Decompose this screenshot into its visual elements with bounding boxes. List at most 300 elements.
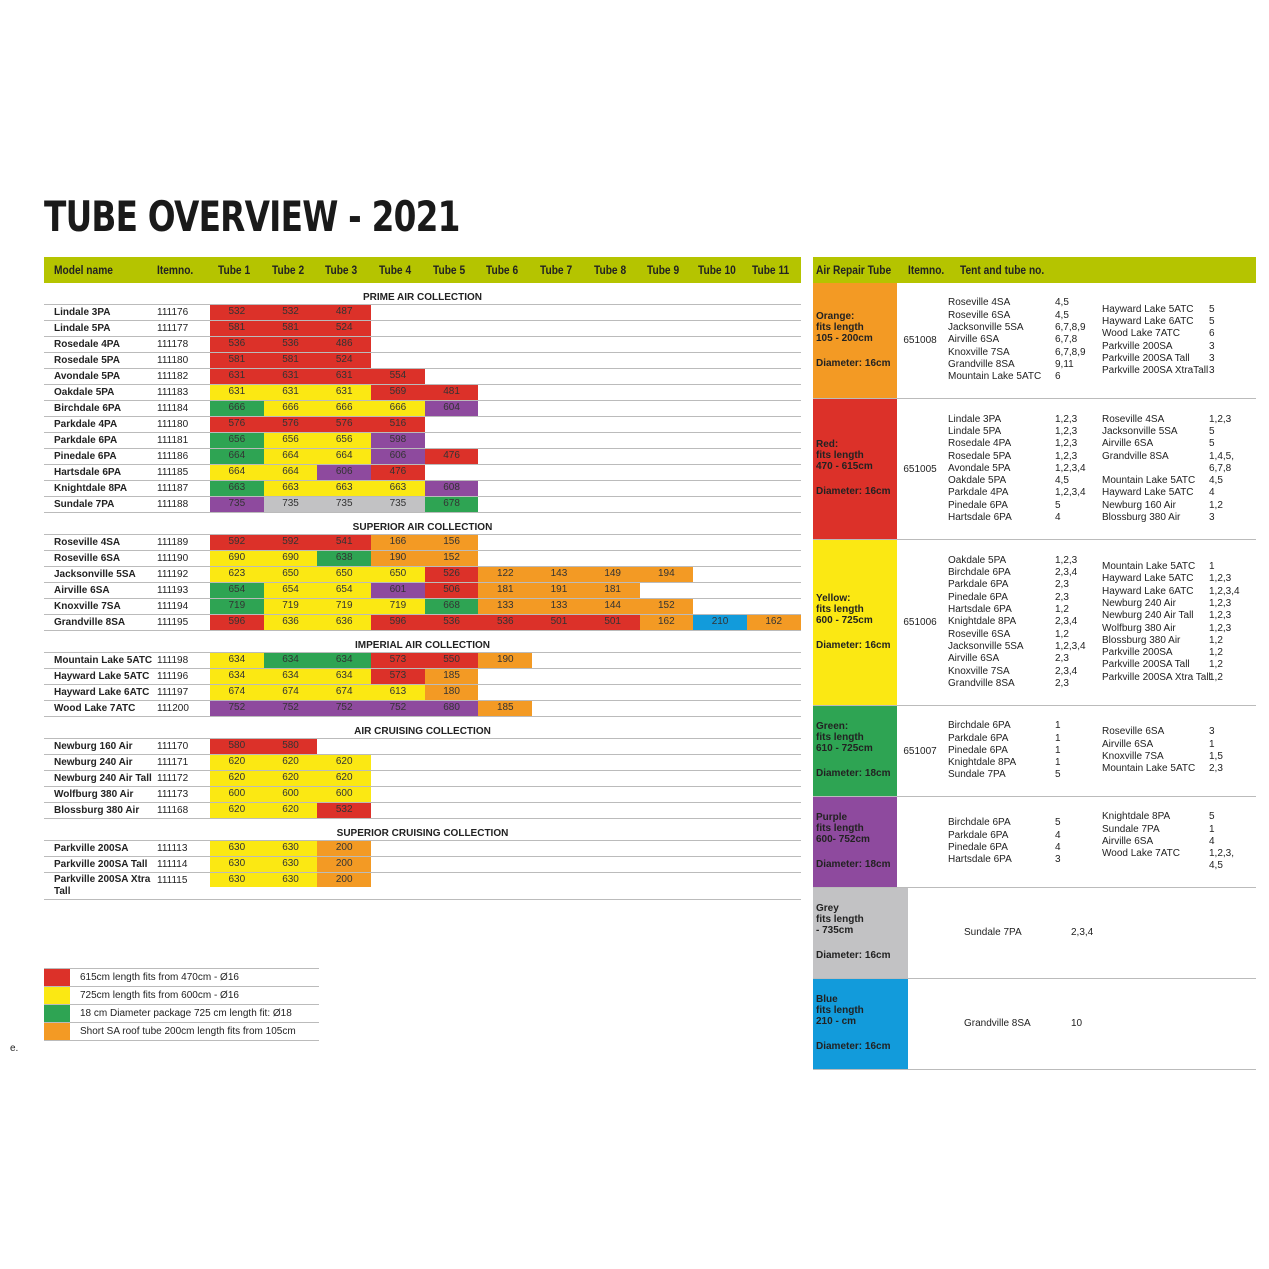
collection-title: SUPERIOR CRUISING COLLECTION <box>336 828 509 839</box>
tube-cell: 719 <box>371 599 425 614</box>
item-number: 111188 <box>157 499 189 510</box>
tent-entry <box>948 512 1102 524</box>
tent-name: Roseville 6SA <box>948 628 1011 640</box>
tube-cell: 666 <box>264 401 318 416</box>
tent-name: Airville 6SA <box>1102 438 1154 450</box>
tube-cell: 654 <box>317 583 371 598</box>
color-label-line: 600 - 725cm <box>816 614 873 626</box>
tent-entry <box>948 297 1102 309</box>
table-row <box>44 872 801 900</box>
column-header-label: Tube 9 <box>647 263 680 277</box>
tube-cell: 634 <box>210 653 264 668</box>
model-name: Parkville 200SA <box>54 843 129 854</box>
tent-entry <box>948 629 1102 641</box>
table-row <box>44 304 801 320</box>
tube-cell: 650 <box>317 567 371 582</box>
model-name: Mountain Lake 5ATC <box>54 655 153 666</box>
tube-cell: 133 <box>478 599 532 614</box>
tube-cell: 690 <box>210 551 264 566</box>
tent-name: Rosedale 4PA <box>948 438 1012 450</box>
tent-entry <box>948 438 1102 450</box>
legend-swatch <box>44 1005 70 1022</box>
tube-cell: 634 <box>264 669 318 684</box>
table-row <box>44 448 801 464</box>
table-row <box>44 384 801 400</box>
tent-name: Hartsdale 6PA <box>948 512 1012 524</box>
model-name: Parkville 200SA Tall <box>54 859 148 870</box>
column-header-label: Itemno. <box>908 263 945 277</box>
tent-name <box>1102 860 1209 872</box>
tube-cell: 576 <box>264 417 318 432</box>
table-row <box>44 770 801 786</box>
tube-cell: 581 <box>264 321 318 336</box>
color-label <box>813 283 897 398</box>
tube-cell: 735 <box>317 497 371 512</box>
tent-entry <box>948 310 1102 322</box>
tube-numbers: 6,7,8 <box>1209 462 1232 474</box>
repair-item-number: 651008 <box>903 335 937 346</box>
tube-cell: 650 <box>371 567 425 582</box>
tube-cell: 664 <box>317 449 371 464</box>
tube-cell: 143 <box>532 567 586 582</box>
repair-group-green <box>813 706 1256 797</box>
column-header-label: Tube 5 <box>432 263 465 277</box>
tent-entry <box>948 678 1102 690</box>
tube-cell: 536 <box>425 615 479 630</box>
tube-cell: 592 <box>210 535 264 550</box>
tent-entry <box>948 567 1102 579</box>
tube-numbers: 1,2 <box>1209 499 1223 511</box>
tube-numbers: 1,2,3 <box>1209 597 1232 609</box>
table-row <box>44 480 801 496</box>
tube-cell: 620 <box>264 803 318 818</box>
tube-numbers: 1 <box>1055 744 1061 756</box>
column-header <box>157 263 210 277</box>
tent-entry <box>1102 475 1256 487</box>
tent-name: Lindale 3PA <box>948 413 1002 425</box>
column-header-label: Tube 10 <box>697 263 736 277</box>
tent-name: Oakdale 5PA <box>948 554 1007 566</box>
item-number: 111192 <box>157 569 189 580</box>
tent-entry <box>1102 353 1256 365</box>
tent-name: Mountain Lake 5ATC <box>948 371 1042 383</box>
model-name: Lindale 5PA <box>54 323 111 334</box>
item-number: 111197 <box>157 687 189 698</box>
tube-cell: 634 <box>317 653 371 668</box>
tube-numbers: 1,2 <box>1209 659 1223 671</box>
tube-numbers: 4,5 <box>1209 860 1223 872</box>
tent-name: Parkville 200SA XtraTall <box>1102 365 1209 377</box>
column-header-label: Itemno. <box>157 263 194 277</box>
tent-name: Parkdale 6PA <box>948 829 1009 841</box>
tube-numbers: 1,2 <box>1209 671 1223 683</box>
column-header <box>44 263 157 277</box>
tent-entry <box>1102 512 1256 524</box>
column-header <box>425 263 479 277</box>
tent-entry <box>948 830 1102 842</box>
tent-name: Newburg 240 Air <box>1102 597 1176 609</box>
tube-cell: 620 <box>210 803 264 818</box>
tent-name: Newburg 240 Air Tall <box>1102 610 1194 622</box>
tube-cell: 719 <box>317 599 371 614</box>
tent-column <box>1102 414 1256 525</box>
collection-section <box>44 725 801 819</box>
tent-name: Knoxville 7SA <box>948 665 1010 677</box>
tent-name: Pinedale 6PA <box>948 499 1008 511</box>
tube-cell: 536 <box>478 615 532 630</box>
table-row <box>44 802 801 819</box>
table-row <box>44 416 801 432</box>
tube-cell: 152 <box>425 551 479 566</box>
item-number: 111172 <box>157 773 189 784</box>
tent-name: Wood Lake 7ATC <box>1102 848 1181 860</box>
table-row <box>44 668 801 684</box>
tent-name: Hayward Lake 6ATC <box>1102 315 1194 327</box>
legend-item <box>44 1004 319 1022</box>
tube-numbers: 2,3 <box>1055 579 1069 591</box>
tent-entry <box>948 414 1102 426</box>
tent-name: Jacksonville 5SA <box>948 640 1024 652</box>
tube-cell: 194 <box>640 567 694 582</box>
diameter-label: Diameter: 16cm <box>816 950 891 961</box>
column-header <box>264 263 318 277</box>
tent-entry <box>1102 328 1256 340</box>
tube-numbers: 1 <box>1055 757 1061 769</box>
tube-numbers: 2,3,4 <box>1055 665 1078 677</box>
item-number: 111185 <box>157 467 189 478</box>
tube-numbers: 6,7,8,9 <box>1055 346 1086 358</box>
table-row <box>44 550 801 566</box>
color-label-line: fits length <box>816 823 864 834</box>
model-name: Parkdale 4PA <box>54 419 118 430</box>
tube-numbers: 1,2 <box>1209 647 1223 659</box>
tube-numbers: 1 <box>1055 720 1061 732</box>
color-label-line: 470 - 615cm <box>816 461 873 472</box>
item-number: 111182 <box>157 371 189 382</box>
color-label-line: Grey <box>816 903 839 914</box>
model-name: Knoxville 7SA <box>54 601 121 612</box>
tube-numbers: 1,2,3,4 <box>1055 640 1086 652</box>
tube-numbers: 2,3 <box>1055 677 1069 689</box>
tube-cell: 532 <box>264 305 318 320</box>
model-name: Hayward Lake 5ATC <box>54 671 150 682</box>
tent-entry <box>1102 365 1256 377</box>
tent-name: Parkville 200SA <box>1102 340 1173 352</box>
column-header-label: Tube 2 <box>271 263 304 277</box>
item-number: 111178 <box>157 339 189 350</box>
table-row <box>44 496 801 513</box>
tube-cell: 656 <box>210 433 264 448</box>
tube-cell: 144 <box>586 599 640 614</box>
tent-entry <box>1102 811 1256 823</box>
collection-title: SUPERIOR AIR COLLECTION <box>352 522 493 533</box>
air-repair-table <box>813 257 1256 1070</box>
item-number: 111168 <box>157 805 189 816</box>
model-name: Roseville 6SA <box>54 553 121 564</box>
tube-overview-table <box>44 257 801 900</box>
collection-section <box>44 639 801 717</box>
tube-numbers: 4 <box>1055 829 1061 841</box>
tube-numbers: 3 <box>1209 365 1215 377</box>
tube-cell: 600 <box>210 787 264 802</box>
tent-entry <box>948 592 1102 604</box>
tube-cell: 541 <box>317 535 371 550</box>
legend-swatch <box>44 969 70 986</box>
tent-entry <box>948 579 1102 591</box>
table-row <box>44 652 801 668</box>
tube-cell: 133 <box>532 599 586 614</box>
tube-cell: 162 <box>747 615 801 630</box>
table-row <box>44 614 801 631</box>
tube-cell: 735 <box>371 497 425 512</box>
repair-item-number <box>908 888 960 978</box>
collection-title: IMPERIAL AIR COLLECTION <box>355 640 490 651</box>
table-row <box>44 840 801 856</box>
tube-cell: 620 <box>264 755 318 770</box>
model-name: Oakdale 5PA <box>54 387 115 398</box>
tube-cell: 180 <box>425 685 479 700</box>
tent-name: Airville 6SA <box>1102 835 1154 847</box>
tent-name: Hartsdale 6PA <box>948 604 1012 616</box>
tube-cell: 580 <box>264 739 318 754</box>
column-header-label: Tube 1 <box>217 263 251 277</box>
tube-cell: 524 <box>317 321 371 336</box>
tube-numbers: 1,2,3,4 <box>1055 487 1086 499</box>
column-header-label: Tube 4 <box>379 263 412 277</box>
tent-entry <box>1102 414 1256 426</box>
tube-cell: 634 <box>264 653 318 668</box>
tube-cell: 631 <box>264 385 318 400</box>
model-name: Wood Lake 7ATC <box>54 703 136 714</box>
color-label <box>813 979 908 1069</box>
tube-cell: 752 <box>264 701 318 716</box>
model-name: Newburg 160 Air <box>54 741 133 752</box>
tube-numbers: 4,5 <box>1209 475 1223 487</box>
tube-cell: 668 <box>425 599 479 614</box>
tube-numbers: 3 <box>1055 854 1061 866</box>
diameter-label: Diameter: 16cm <box>816 486 891 497</box>
tent-entry <box>1102 316 1256 328</box>
diameter-label: Diameter: 18cm <box>816 859 891 870</box>
tent-list <box>960 888 1256 978</box>
tent-column <box>1102 561 1256 684</box>
tube-numbers: 1 <box>1209 738 1215 750</box>
tube-cell: 532 <box>210 305 264 320</box>
tube-numbers: 1,4,5, <box>1209 450 1235 462</box>
column-header-label: Tube 3 <box>325 263 358 277</box>
column-header-label: Tent and tube no. <box>960 263 1045 277</box>
tent-list <box>944 283 1256 398</box>
color-label <box>813 540 897 705</box>
tent-name: Grandville 8SA <box>948 677 1015 689</box>
legend-swatch <box>44 987 70 1004</box>
tube-numbers: 5 <box>1055 769 1061 781</box>
tube-cell: 656 <box>264 433 318 448</box>
tube-cell: 735 <box>264 497 318 512</box>
tube-cell: 630 <box>264 841 318 856</box>
tube-cell: 674 <box>264 685 318 700</box>
model-name: Hartsdale 6PA <box>54 467 122 478</box>
tent-entry <box>948 854 1102 866</box>
tent-column <box>1102 811 1256 872</box>
tent-list <box>944 540 1256 705</box>
collection-title: PRIME AIR COLLECTION <box>362 292 483 303</box>
repair-group-blue <box>813 979 1256 1070</box>
tube-cell: 581 <box>210 321 264 336</box>
legend-text: 725cm length fits from 600cm - Ø16 <box>80 990 239 1001</box>
tube-cell: 631 <box>264 369 318 384</box>
repair-group-red <box>813 399 1256 540</box>
color-label-line: Red: <box>816 439 839 450</box>
model-name: Parkdale 6PA <box>54 435 118 446</box>
tube-cell: 200 <box>317 841 371 856</box>
tube-cell: 630 <box>264 857 318 872</box>
tent-entry <box>948 555 1102 567</box>
tube-cell: 664 <box>264 465 318 480</box>
tube-numbers: 3 <box>1209 726 1215 738</box>
table-row <box>44 738 801 754</box>
diameter-label: Diameter: 16cm <box>816 639 891 651</box>
tent-entry <box>1102 647 1256 659</box>
item-number: 111114 <box>157 859 188 870</box>
tube-cell: 620 <box>317 771 371 786</box>
tube-numbers: 1,2,3,4 <box>1209 585 1240 597</box>
color-label-line: Orange: <box>816 310 855 322</box>
tube-cell: 573 <box>371 669 425 684</box>
model-name: Rosedale 4PA <box>54 339 120 350</box>
tent-entry <box>1102 824 1256 836</box>
tube-numbers: 3 <box>1209 512 1215 524</box>
tube-cell: 200 <box>317 857 371 872</box>
tent-entry <box>1102 463 1256 475</box>
tube-numbers: 5 <box>1209 303 1215 315</box>
tube-cell: 581 <box>264 353 318 368</box>
tube-numbers: 2,3,4 <box>1055 616 1078 628</box>
tube-numbers: 1,2,3 <box>1055 438 1078 450</box>
tent-name: Parkville 200SA Tall <box>1102 352 1190 364</box>
tent-name: Hayward Lake 5ATC <box>1102 573 1194 585</box>
tent-name: Hayward Lake 6ATC <box>1102 585 1194 597</box>
tube-cell: 573 <box>371 653 425 668</box>
tent-name: Roseville 4SA <box>948 297 1011 309</box>
column-header <box>908 263 960 277</box>
tent-name: Knoxville 7SA <box>1102 751 1164 762</box>
tent-entry <box>1102 763 1256 775</box>
tent-name: Hartsdale 6PA <box>948 854 1012 866</box>
repair-item-number: 651005 <box>903 463 937 475</box>
table-row <box>44 684 801 700</box>
legend-item <box>44 986 319 1004</box>
tube-cell: 664 <box>210 449 264 464</box>
tube-cell: 550 <box>425 653 479 668</box>
tent-entry <box>948 817 1102 829</box>
table-header <box>44 257 801 283</box>
column-header-label: Model name <box>54 263 113 277</box>
page-title: TUBE OVERVIEW - 2021 <box>44 192 460 241</box>
tube-cell: 516 <box>371 417 425 432</box>
tube-numbers: 1,2,3 <box>1055 554 1078 566</box>
tube-numbers: 1 <box>1209 823 1215 835</box>
legend-text: Short SA roof tube 200cm length fits from 105cm <box>80 1026 296 1037</box>
tent-entry <box>1102 586 1256 598</box>
item-number: 111186 <box>157 451 189 462</box>
tube-cell: 596 <box>371 615 425 630</box>
color-label-line: fits length <box>816 321 864 333</box>
model-name: Parkville 200SA Xtra Tall <box>54 874 151 897</box>
tube-numbers: 6 <box>1209 328 1215 340</box>
column-header <box>960 263 1256 277</box>
tube-cell: 630 <box>210 857 264 872</box>
item-number: 111187 <box>157 483 189 494</box>
tent-name: Knightdale 8PA <box>948 757 1017 769</box>
table-row <box>44 400 801 416</box>
item-number: 111184 <box>157 403 189 414</box>
column-header <box>813 263 908 277</box>
tube-cell: 581 <box>210 353 264 368</box>
tube-cell: 663 <box>264 481 318 496</box>
column-header-label: Tube 7 <box>540 263 573 277</box>
tube-cell: 604 <box>425 401 479 416</box>
tube-numbers: 4,5 <box>1055 475 1069 487</box>
tent-entry <box>948 653 1102 665</box>
tube-cell: 666 <box>371 401 425 416</box>
tent-entry <box>948 769 1102 781</box>
model-name: Roseville 4SA <box>54 537 121 548</box>
tent-name: Jacksonville 5SA <box>948 322 1024 334</box>
tent-name: Roseville 6SA <box>948 309 1011 321</box>
tube-numbers: 6,7,8,9 <box>1055 322 1086 334</box>
tube-cell: 674 <box>317 685 371 700</box>
tent-list <box>944 797 1256 887</box>
item-number: 111196 <box>157 671 189 682</box>
legend-item <box>44 968 319 986</box>
table-row <box>44 336 801 352</box>
tube-cell: 666 <box>317 401 371 416</box>
model-name: Pinedale 6PA <box>54 451 117 462</box>
column-header <box>478 263 532 277</box>
tube-cell: 554 <box>371 369 425 384</box>
tube-cell: 191 <box>532 583 586 598</box>
tube-cell: 630 <box>264 873 318 887</box>
tube-numbers: 5 <box>1209 425 1215 437</box>
tube-numbers: 4,5 <box>1055 309 1069 321</box>
tube-numbers: 9,11 <box>1055 358 1074 370</box>
column-header <box>210 263 264 277</box>
tent-entry <box>1102 426 1256 438</box>
color-label <box>813 888 908 978</box>
tube-numbers: 10 <box>1071 1017 1083 1029</box>
tent-entry <box>948 463 1102 475</box>
table-row <box>44 856 801 872</box>
tent-name: Parkville 200SA Tall <box>1102 659 1190 671</box>
tube-cell: 636 <box>317 615 371 630</box>
color-label <box>813 797 897 887</box>
tent-entry <box>1102 751 1256 763</box>
tent-entry <box>948 745 1102 757</box>
color-label-line: fits length <box>816 732 864 743</box>
tube-cell: 620 <box>210 771 264 786</box>
tent-entry <box>948 757 1102 769</box>
color-label-line: - 735cm <box>816 925 854 936</box>
tent-name: Rosedale 5PA <box>948 450 1012 462</box>
tube-numbers: 3 <box>1209 340 1215 352</box>
tent-entry <box>948 322 1102 334</box>
tent-entry <box>1102 561 1256 573</box>
tube-numbers: 1,2 <box>1209 634 1223 646</box>
model-name: Rosedale 5PA <box>54 355 120 366</box>
collections <box>44 291 801 900</box>
tent-entry <box>948 426 1102 438</box>
